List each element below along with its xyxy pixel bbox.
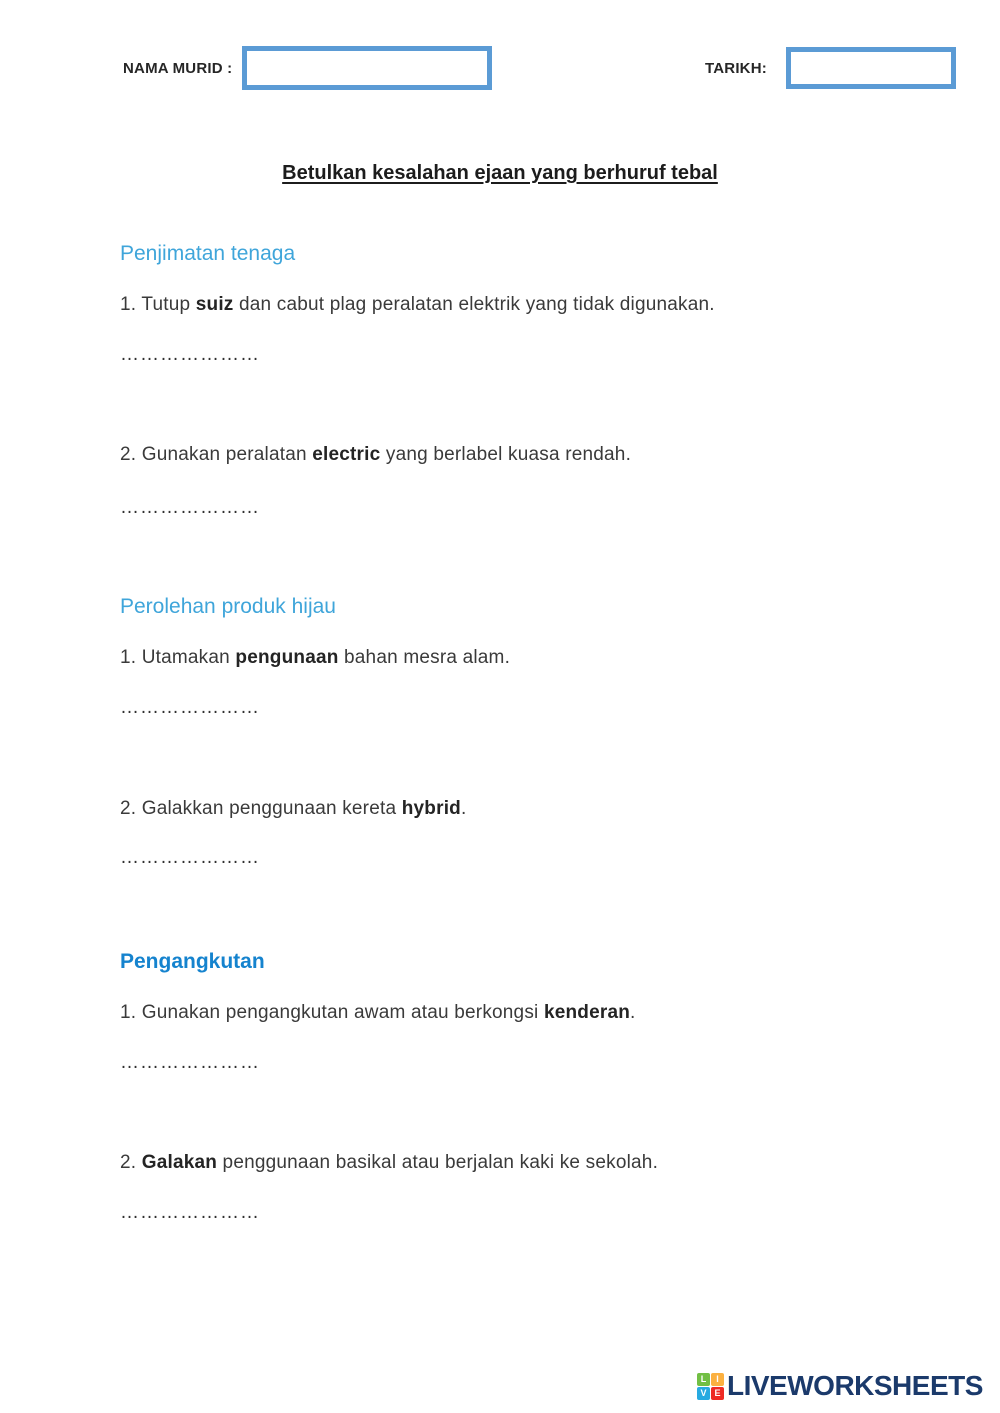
question-bold-word: Galakan	[141, 1152, 218, 1173]
question-text: 2. Galakkan penggunaan kereta	[120, 798, 402, 819]
question-text: yang berlabel kuasa rendah.	[380, 444, 632, 465]
question-bold-word: kenderan	[543, 1002, 631, 1023]
question-text: .	[460, 798, 467, 819]
question-text: 1. Utamakan	[120, 647, 236, 668]
answer-blank-2-1[interactable]: …………………	[120, 697, 260, 718]
question-bold-word: electric	[312, 444, 381, 465]
question-text: 2. Gunakan peralatan	[120, 444, 313, 465]
section-heading-text: Perolehan produk hijau	[120, 595, 336, 618]
answer-blank-3-2[interactable]: …………………	[120, 1202, 260, 1223]
question-3-1	[120, 1002, 636, 1024]
section-heading-text: Penjimatan tenaga	[120, 242, 296, 265]
logo-square-l: L	[697, 1373, 710, 1386]
answer-blank-3-1[interactable]: …………………	[120, 1052, 260, 1073]
question-text: 2.	[120, 1152, 142, 1173]
liveworksheets-logo-icon	[697, 1373, 724, 1400]
question-bold-word: pengunaan	[235, 647, 339, 668]
question-bold-word: suiz	[195, 294, 234, 315]
section-heading-perolehan-produk-hijau	[120, 595, 336, 619]
student-name-label: NAMA MURID :	[123, 60, 233, 77]
liveworksheets-brand-text: LIVEWORKSHEETS	[727, 1370, 983, 1401]
section-heading-penjimatan-tenaga	[120, 242, 295, 266]
question-2-1	[120, 647, 510, 669]
question-1-1	[120, 294, 715, 316]
page-title: Betulkan kesalahan ejaan yang berhuruf tebal	[282, 162, 718, 184]
student-name-input[interactable]	[242, 46, 492, 90]
question-text: .	[630, 1002, 636, 1023]
logo-square-v: V	[697, 1387, 710, 1400]
question-text: dan cabut plag peralatan elektrik yang tidak digunakan.	[233, 294, 715, 315]
question-text: 1. Tutup	[120, 294, 196, 315]
section-heading-text: Pengangkutan	[120, 950, 265, 973]
date-input[interactable]	[786, 47, 956, 89]
question-text: bahan mesra alam.	[338, 647, 511, 668]
answer-blank-1-2[interactable]: …………………	[120, 497, 260, 518]
date-label: TARIKH:	[705, 60, 767, 77]
logo-square-i: I	[711, 1373, 724, 1386]
logo-square-e: E	[711, 1387, 724, 1400]
liveworksheets-footer	[697, 1371, 983, 1401]
answer-blank-1-1[interactable]: …………………	[120, 344, 260, 365]
section-heading-pengangkutan	[120, 950, 265, 974]
question-1-2	[120, 444, 631, 466]
question-text: penggunaan basikal atau berjalan kaki ke sekolah.	[217, 1152, 659, 1173]
question-3-2	[120, 1152, 658, 1174]
answer-blank-2-2[interactable]: …………………	[120, 847, 260, 868]
question-bold-word: hybrid	[401, 798, 461, 819]
question-text: 1. Gunakan pengangkutan awam atau berkongsi	[120, 1002, 544, 1023]
question-2-2	[120, 798, 466, 820]
